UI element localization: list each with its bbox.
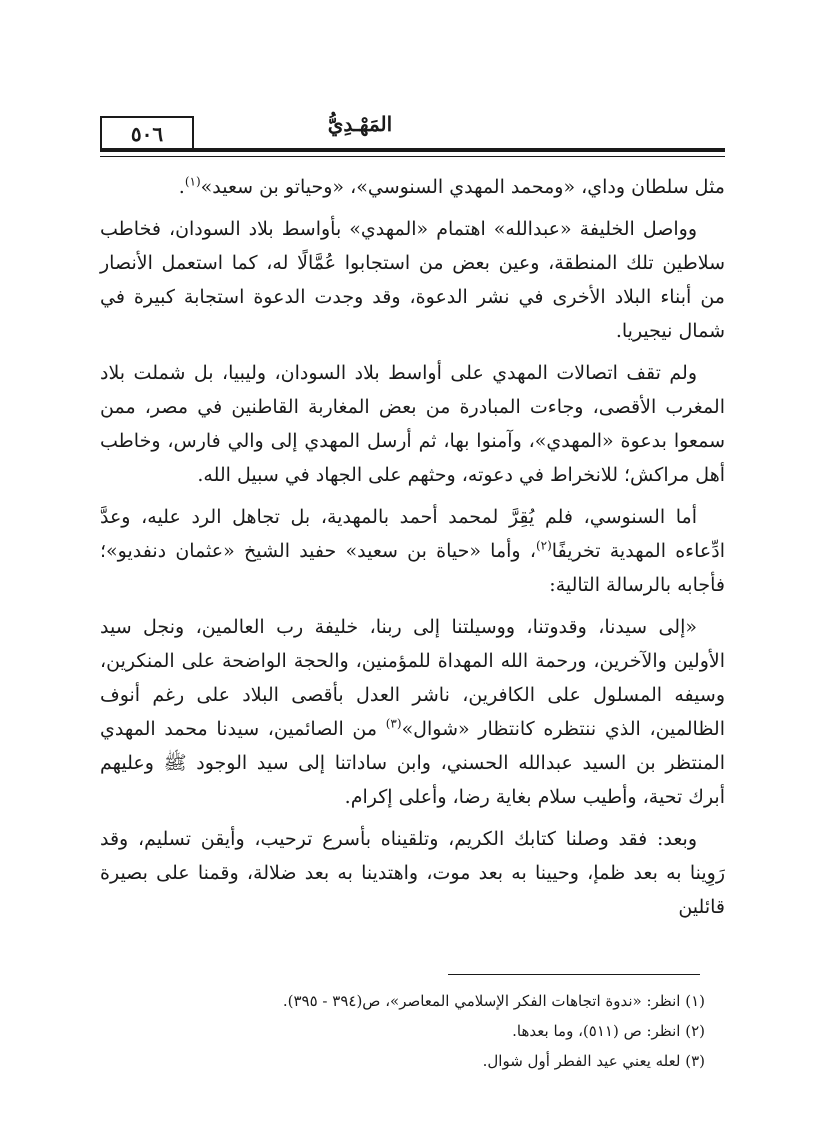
paragraph-6: وبعد: فقد وصلنا كتابك الكريم، وتلقيناه بأسرع ترحيب، وأيقن تسليم، وقد رَوِينا به بعد ظمإ، وحيينا به بعد موت، واهتدينا به بعد ضلالة، وقمنا على بصيرة قائلين <box>100 828 725 918</box>
paragraph-4: أما السنوسي، فلم يُقِرَّ لمحمد أحمد بالمهدية، بل تجاهل الرد عليه، وعدَّ ادِّعاءه المهدية تخريفًا$^{(٢)}$، وأما «حياة بن سعيد» حفيد الشيخ «عثمان دنفديو»؛ فأجابه بالرسالة التالية: <box>100 506 725 596</box>
page-number: ٥٠٦ <box>100 116 194 150</box>
footnote-2: (٢) انظر: ص (٥١١)، وما بعدها. <box>512 1022 705 1040</box>
page-header <box>100 108 725 152</box>
footnote-1: (١) انظر: «ندوة اتجاهات الفكر الإسلامي المعاصر»، ص(٣٩٤ - ٣٩٥). <box>282 992 705 1010</box>
paragraph-3: ولم تقف اتصالات المهدي على أواسط بلاد السودان، وليبيا، بل شملت بلاد المغرب الأقصى، وجاءت المبادرة من بعض المغاربة القاطنين في مصر، ممن سمعوا بدعوة «المهدي»، وآمنوا بها، ثم أرسل المهدي إلى والي فارس، وخاطب أهل مراكش؛ للانخراط في دعوته، وحثهم على الجهاد في سبيل الله. <box>100 362 725 486</box>
paragraph-1: مثل سلطان وداي، «ومحمد المهدي السنوسي»، «وحياتو بن سعيد»$^{(١)}$. <box>178 174 725 198</box>
paragraph-2: وواصل الخليفة «عبدالله» اهتمام «المهدي» بأواسط بلاد السودان، فخاطب سلاطين تلك المنطقة، وعين بعض من استجابوا عُمَّالًا له، كما استعمل الأنصار من أبناء البلاد الأخرى في نشر الدعوة، وقد وجدت الدعوة استجابة كبيرة في شمال نيجيريا. <box>100 218 725 342</box>
paragraph-5-letter: «إلى سيدنا، وقدوتنا، ووسيلتنا إلى ربنا، خليفة رب العالمين، ونجل سيد الأولين والآخرين، ورحمة الله المهداة للمؤمنين، والحجة الواضحة على المنكرين، وسيفه المسلول على الكافرين، ناشر العدل بأقصى البلاد على رغم أنوف الظالمين، الذي ننتظره كانتظار «شوال»$^{(٣)}$ من الصائمين، سيدنا محمد المهدي المنتظر بن السيد عبدالله الحسني، وابن ساداتنا إلى سيد الوجود ﷺ وعليهم أبرك تحية، وأطيب سلام بغاية رضا، وأعلى إكرام. <box>100 616 725 808</box>
footnote-separator <box>448 974 700 975</box>
header-rule-thick <box>100 148 725 152</box>
footnotes <box>100 986 705 1076</box>
footnote-ref-3: (٣) <box>385 716 402 731</box>
running-title: المَهْـدِيُّ <box>327 112 393 136</box>
footnote-ref-1: (١) <box>184 174 201 189</box>
footnote-3: (٣) لعله يعني عيد الفطر أول شوال. <box>482 1052 705 1070</box>
footnote-ref-2: (٢) <box>535 538 552 553</box>
header-rule-thin <box>100 156 725 157</box>
main-text <box>100 170 725 932</box>
